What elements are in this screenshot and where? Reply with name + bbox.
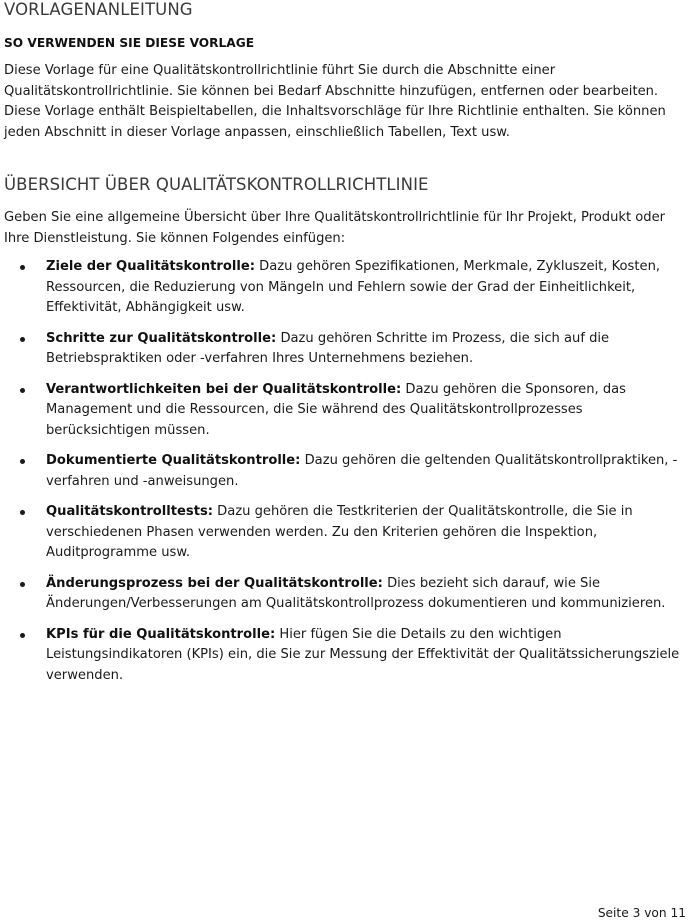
overview-heading: ÜBERSICHT ÜBER QUALITÄTSKONTROLLRICHTLINIE <box>4 175 429 194</box>
list-item <box>0 329 691 370</box>
list-item <box>0 380 691 442</box>
bullet-icon <box>20 265 25 270</box>
bullet-text: Dazu gehören die Sponsoren, das Management und die Ressourcen, die Sie während des Qualitätskontrollprozesses berücksichtigen müssen. <box>46 381 627 438</box>
bullet-text: Dies bezieht sich darauf, wie Sie Änderungen/Verbesserungen am Qualitätskontrollprozess dokumentieren und kommunizieren. <box>46 575 666 612</box>
bullet-icon <box>20 337 25 342</box>
bullet-text: Hier fügen Sie die Details zu den wichtigen Leistungsindikatoren (KPIs) ein, die Sie zur Messung der Effektivität der Qualitätssicherungsziele verwenden. <box>46 626 680 683</box>
list-item <box>0 257 691 319</box>
how-to-use-subheading: SO VERWENDEN SIE DIESE VORLAGE <box>4 36 255 50</box>
bullet-icon <box>20 633 25 638</box>
bullet-term: Ziele der Qualitätskontrolle: <box>46 259 255 274</box>
list-item <box>0 625 691 687</box>
list-item <box>0 502 691 564</box>
bullet-term: Änderungsprozess bei der Qualitätskontrolle: <box>46 575 383 591</box>
bullet-text: Dazu gehören Spezifikationen, Merkmale, Zykluszeit, Kosten, Ressourcen, die Reduzierung von Mängeln und Fehlern sowie der Grad der Einheitlichkeit, Effektivität, Abhängigkeit usw. <box>46 259 661 316</box>
bullet-term: Dokumentierte Qualitätskontrolle: <box>46 453 301 469</box>
bullet-text: Dazu gehören die Testkriterien der Qualitätskontrolle, die Sie in verschiedenen Phasen verwenden werden. Zu den Kriterien gehören die Inspektion, Auditprogramme usw. <box>46 504 633 561</box>
bullet-icon <box>20 510 25 515</box>
template-instructions-heading: VORLAGENANLEITUNG <box>4 0 193 19</box>
bullet-term: KPIs für die Qualitätskontrolle: <box>46 626 276 642</box>
bullet-icon <box>20 582 25 587</box>
bullet-term: Qualitätskontrolltests: <box>46 504 213 520</box>
bullet-text: Dazu gehören die geltenden Qualitätskontrollpraktiken, -verfahren und -anweisungen. <box>46 453 678 489</box>
bullet-text: Dazu gehören Schritte im Prozess, die sich auf die Betriebspraktiken oder -verfahren Ihres Unternehmens beziehen. <box>46 330 610 367</box>
bullet-icon <box>20 459 25 464</box>
list-item <box>0 451 691 492</box>
page-number-footer: Seite 3 von 11 <box>597 906 686 920</box>
template-instructions-paragraph: Diese Vorlage für eine Qualitätskontrollrichtlinie führt Sie durch die Abschnitte einer Qualitätskontrollrichtlinie. Sie können bei Bedarf Abschnitte hinzufügen, entfernen oder bearbeiten. Diese Vorlage enthält Beispieltabellen, die Inhaltsvorschläge für Ihre Richtlinie enthalten. Sie können jeden Abschnitt in dieser Vorlage anpassen, einschließlich Tabellen, Text usw. <box>4 63 666 141</box>
list-item <box>0 574 691 615</box>
bullet-icon <box>20 388 25 393</box>
bullet-term: Schritte zur Qualitätskontrolle: <box>46 330 277 346</box>
overview-intro-paragraph: Geben Sie eine allgemeine Übersicht über Ihre Qualitätskontrollrichtlinie für Ihr Projekt, Produkt oder Ihre Dienstleistung. Sie können Folgendes einfügen: <box>4 210 666 246</box>
bullet-term: Verantwortlichkeiten bei der Qualitätskontrolle: <box>46 381 402 397</box>
overview-bullet-list <box>0 257 691 696</box>
